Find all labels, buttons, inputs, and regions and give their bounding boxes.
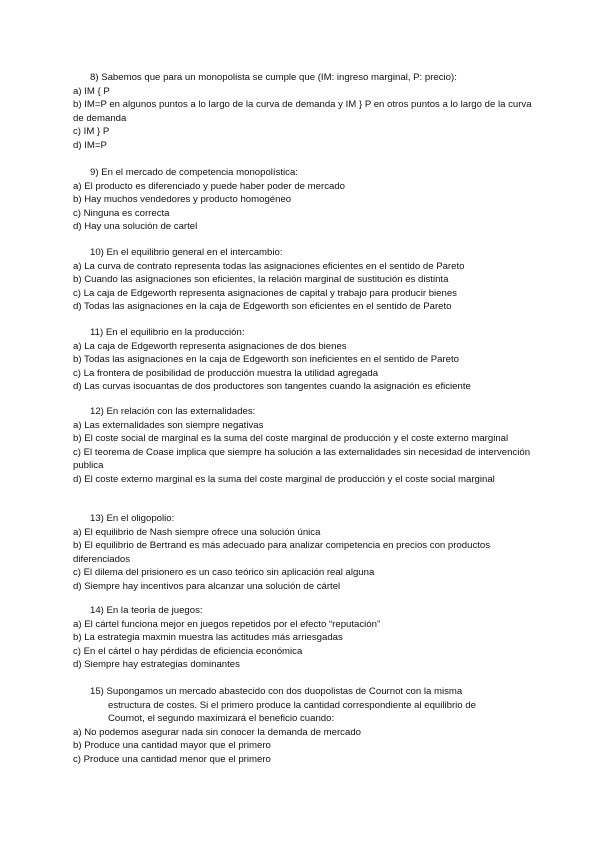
question-8 bbox=[73, 71, 543, 153]
option-c: c) Ninguna es correcta bbox=[73, 207, 170, 219]
stem-line: estructura de costes. Si el primero produce la cantidad correspondiente al equilibrio de bbox=[108, 699, 476, 711]
question-stem: 13) En el oligopolio: bbox=[90, 513, 175, 524]
option-b: b) El coste social de marginal es la suma del coste marginal de producción y el coste externo marginal bbox=[73, 433, 509, 445]
option-d: d) Las curvas isocuantas de dos productores son tangentes cuando la asignación es eficiente bbox=[73, 381, 471, 393]
option-c: c) El teorema de Coase implica que siempre ha solución a las externalidades sin necesidad de intervención publica bbox=[73, 446, 531, 472]
option-d: d) IM=P bbox=[73, 139, 107, 151]
option-c: c) IM } P bbox=[73, 126, 110, 138]
option-a: a) El producto es diferenciado y puede haber poder de mercado bbox=[73, 180, 345, 192]
question-stem: 14) En la teoría de juegos: bbox=[90, 605, 203, 616]
option-a: a) El cártel funciona mejor en juegos repetidos por el efecto “reputación” bbox=[73, 618, 381, 630]
question-stem bbox=[73, 685, 543, 726]
option-c: c) En el cártel o hay pérdidas de eficiencia económica bbox=[73, 645, 303, 657]
question-13 bbox=[73, 512, 543, 594]
option-c: c) El dilema del prisionero es un caso teórico sin aplicación real alguna bbox=[73, 567, 375, 579]
question-14 bbox=[73, 604, 543, 672]
option-d: d) El coste externo marginal es la suma del coste marginal de producción y el coste social marginal bbox=[73, 473, 495, 485]
option-a: a) La curva de contrato representa todas las asignaciones eficientes en el sentido de Pareto bbox=[73, 260, 465, 272]
option-c: c) La caja de Edgeworth representa asignaciones de capital y trabajo para producir bienes bbox=[73, 287, 457, 299]
question-stem: 10) En el equilibrio general en el intercambio: bbox=[90, 247, 283, 258]
question-9 bbox=[73, 166, 543, 234]
option-a: a) El equilibrio de Nash siempre ofrece una solución única bbox=[73, 526, 321, 538]
question-11 bbox=[73, 326, 543, 394]
option-d: d) Todas las asignaciones en la caja de Edgeworth son eficientes en el sentido de Pareto bbox=[73, 301, 452, 313]
stem-line: Cournot, el segundo maximizará el beneficio cuando: bbox=[108, 713, 335, 725]
question-stem: 12) En relación con las externalidades: bbox=[90, 406, 256, 417]
option-a: a) No podemos asegurar nada sin conocer la demanda de mercado bbox=[73, 726, 361, 738]
option-c: c) La frontera de posibilidad de producción muestra la utilidad agregada bbox=[73, 367, 379, 379]
question-15 bbox=[73, 685, 543, 767]
question-10 bbox=[73, 246, 543, 314]
option-d: d) Siempre hay incentivos para alcanzar una solución de cártel bbox=[73, 580, 341, 592]
option-a: a) IM { P bbox=[73, 85, 110, 97]
option-b: b) IM=P en algunos puntos a lo largo de la curva de demanda y IM } P en otros puntos a lo largo de la curva de demanda bbox=[73, 99, 532, 124]
option-b: b) Todas las asignaciones en la caja de Edgeworth son ineficientes en el sentido de Pareto bbox=[73, 354, 459, 366]
stem-line: 15) Supongamos un mercado abastecido con dos duopolistas de Cournot con la misma bbox=[90, 686, 463, 697]
option-c: c) Produce una cantidad menor que el primero bbox=[73, 753, 271, 765]
option-b: b) Hay muchos vendedores y producto homogéneo bbox=[73, 194, 292, 206]
option-d: d) Siempre hay estrategias dominantes bbox=[73, 659, 240, 671]
question-12 bbox=[73, 405, 543, 487]
question-stem: 8) Sabemos que para un monopolista se cumple que (IM: ingreso marginal, P: precio): bbox=[90, 72, 457, 83]
option-a: a) La caja de Edgeworth representa asignaciones de dos bienes bbox=[73, 340, 347, 352]
option-b: b) La estrategia maxmin muestra las actitudes más arriesgadas bbox=[73, 632, 343, 644]
question-stem: 11) En el equilibrio en la producción: bbox=[90, 327, 245, 338]
option-b: b) Cuando las asignaciones son eficientes, la relación marginal de sustitución es distinta bbox=[73, 274, 449, 286]
option-b: b) Produce una cantidad mayor que el primero bbox=[73, 740, 271, 752]
option-b: b) El equilibrio de Bertrand es más adecuado para analizar competencia en precios con productos diferenciados bbox=[73, 540, 491, 565]
option-a: a) Las externalidades son siempre negativas bbox=[73, 419, 264, 431]
option-d: d) Hay una solución de cartel bbox=[73, 221, 198, 233]
question-stem: 9) En el mercado de competencia monopolística: bbox=[90, 167, 298, 178]
